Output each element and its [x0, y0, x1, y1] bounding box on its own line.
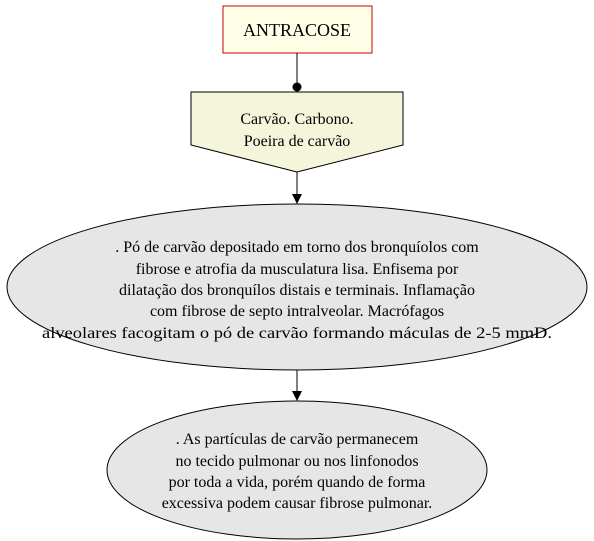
description-node: [7, 204, 587, 370]
cause-line-2: Poeira de carvão: [243, 133, 351, 150]
description-line-5: alveolares facogitam o pó de carvão formando máculas de 2-5 mmD.: [42, 325, 552, 342]
description-line-4: com fibrose de septo intralveolar. Macrófagos: [149, 303, 445, 320]
connector-dot: [293, 83, 302, 92]
cause-line-1: Carvão. Carbono.: [240, 111, 354, 128]
outcome-node: [107, 401, 487, 539]
outcome-line-1: . As partículas de carvão permanecem: [175, 431, 419, 448]
description-line-3: dilatação dos bronquílos distais e terminais. Inflamação: [119, 282, 475, 299]
title-label: ANTRACOSE: [242, 20, 352, 40]
cause-node: [191, 92, 403, 172]
description-line-2: fibrose e atrofia da musculatura lisa. Enfisema por: [135, 261, 459, 278]
outcome-line-4: excessiva podem causar fibrose pulmonar.: [161, 495, 433, 512]
outcome-line-2: no tecido pulmonar ou nos linfonodos: [175, 453, 419, 470]
title-node: [223, 6, 372, 53]
description-line-1: . Pó de carvão depositado em torno dos bronquíolos com: [115, 239, 479, 256]
outcome-line-3: por toda a vida, porém quando de forma: [168, 474, 426, 491]
outcome-ellipse: [107, 401, 487, 539]
cause-shape: [191, 92, 403, 172]
